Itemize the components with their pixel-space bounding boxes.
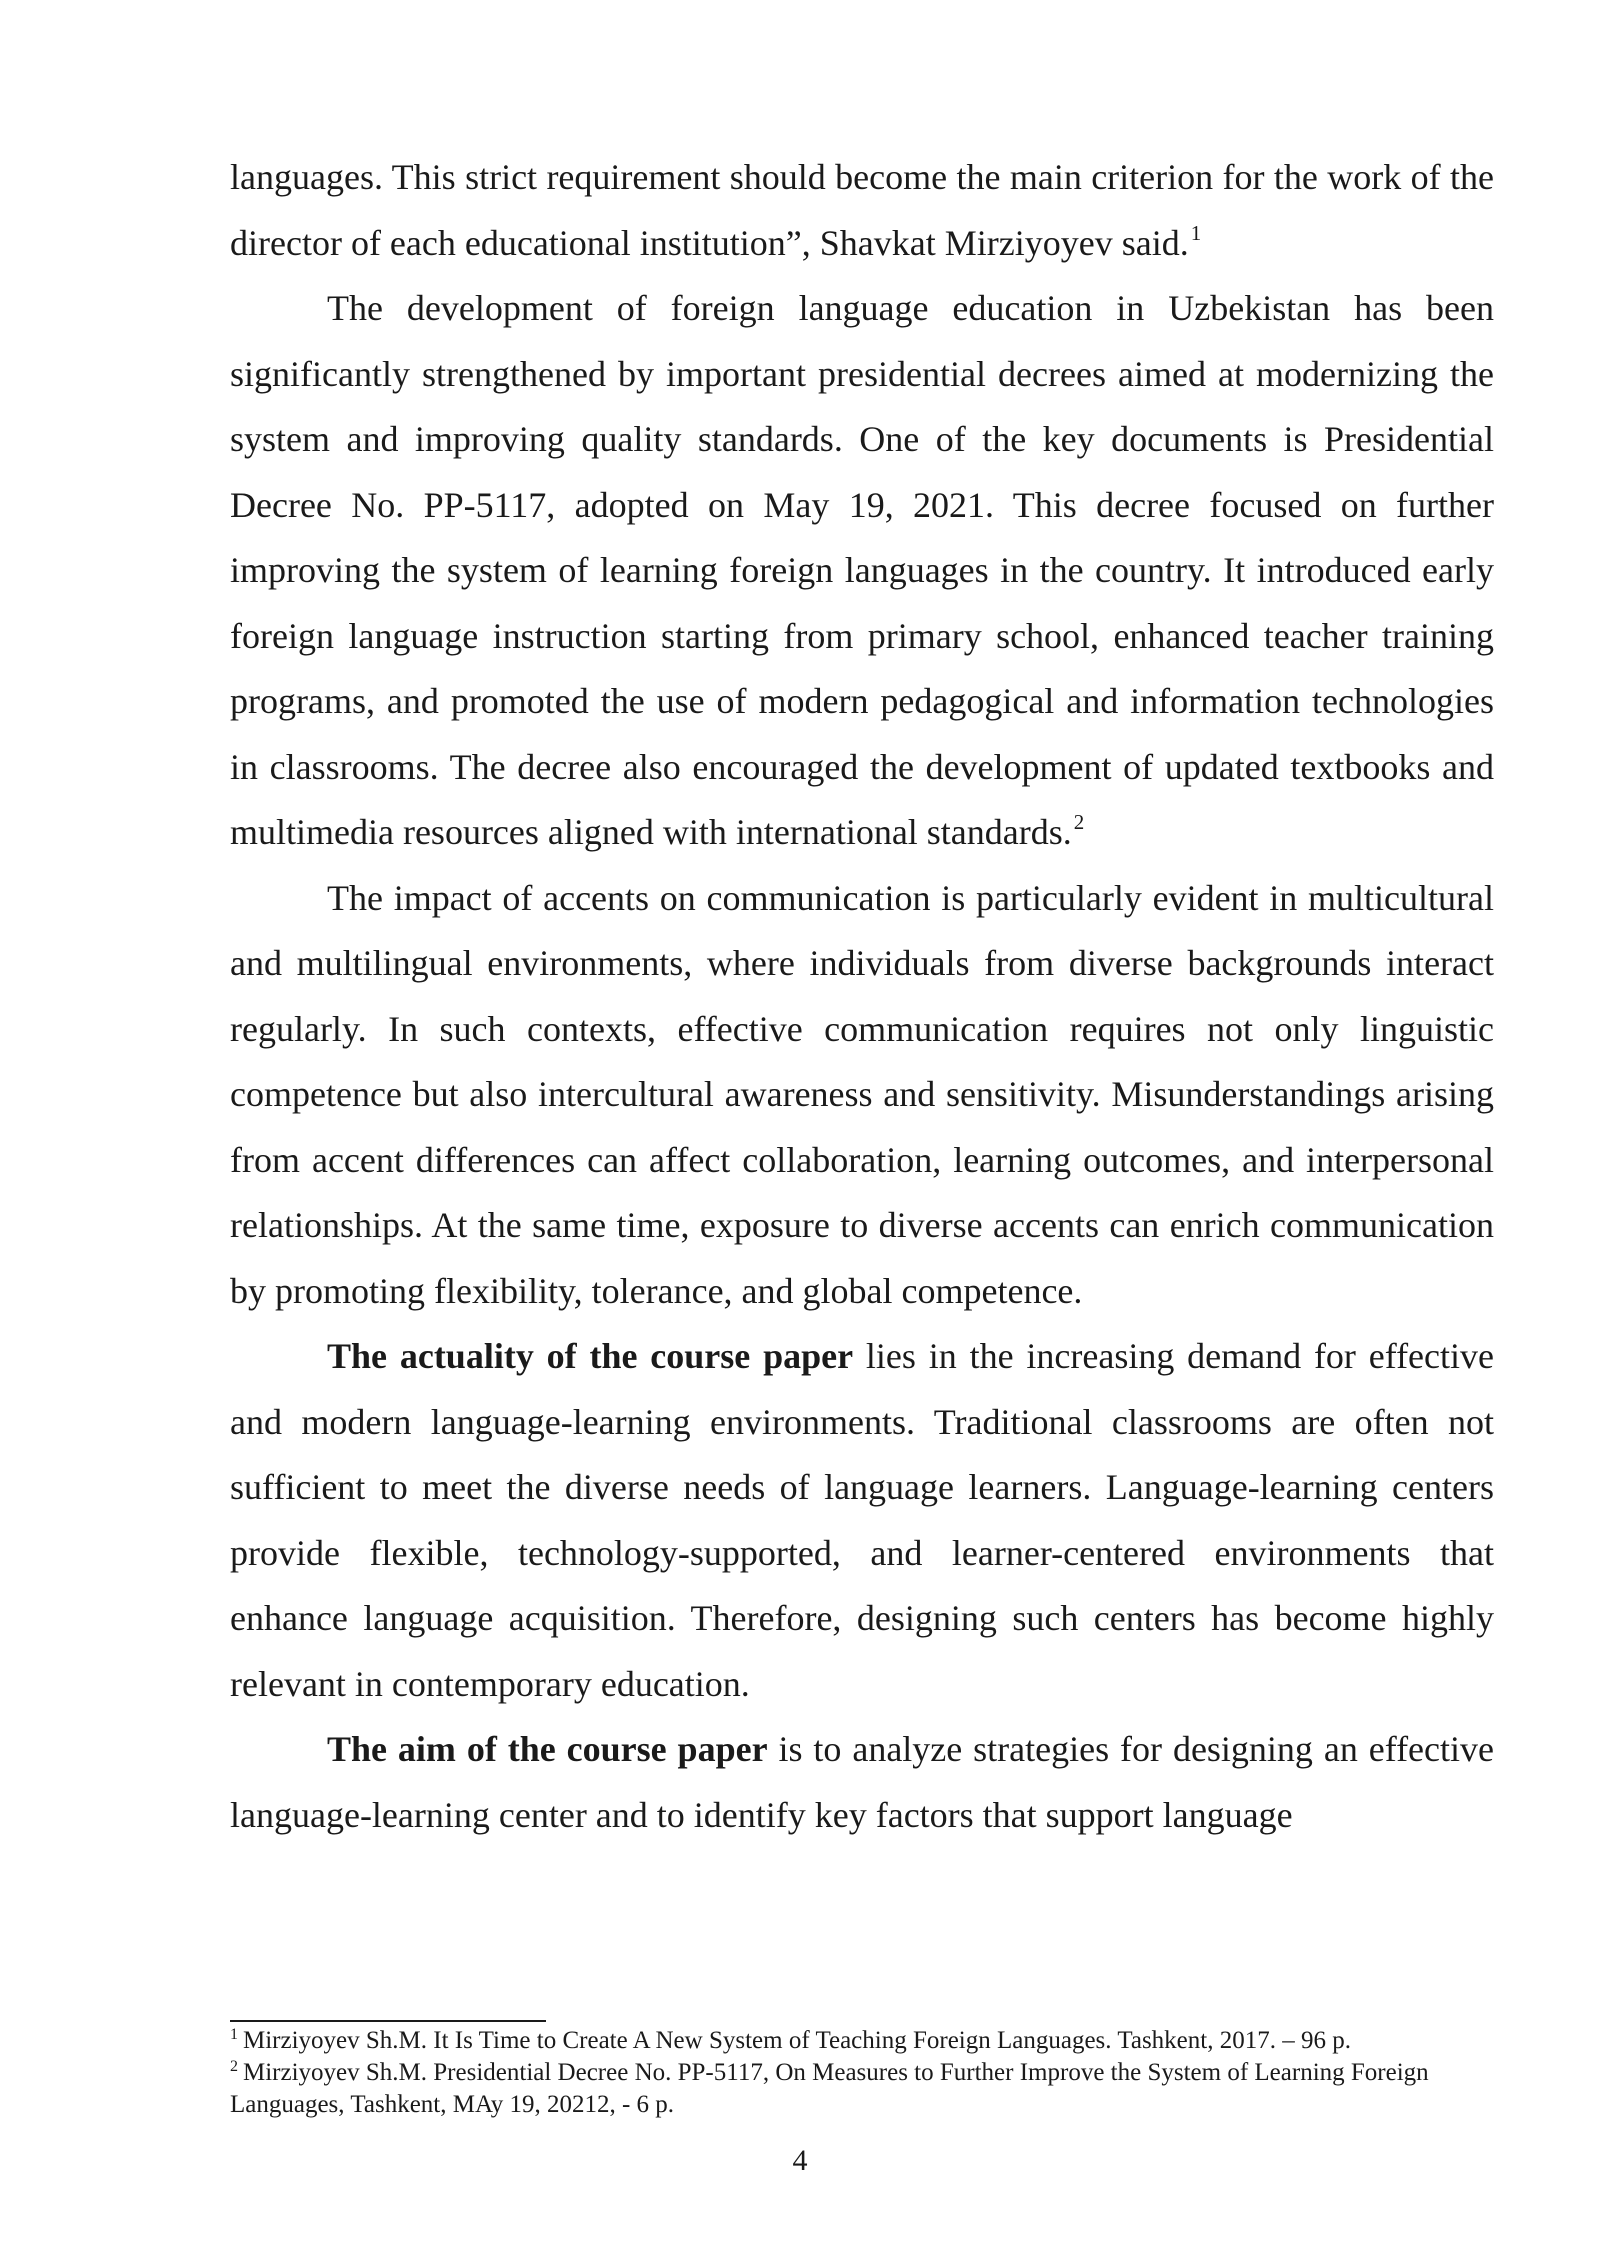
- paragraph-actuality: [230, 1324, 1494, 1717]
- footnotes: [230, 2025, 1494, 2121]
- footnote-item: [230, 2057, 1494, 2121]
- footnote-text: Mirziyoyev Sh.M. Presidential Decree No. PP-5117, On Measures to Further Improve the System of Learning Foreign Languages, Tashkent, MAy 19, 20212, - 6 p.: [230, 2059, 1429, 2118]
- footnote-separator: [230, 2020, 546, 2022]
- paragraph-accents-impact: [230, 866, 1494, 1325]
- paragraph-text: is to analyze strategies for designing an effective language-learning center and to identify key factors that support language: [230, 1729, 1494, 1835]
- paragraph-heading: The actuality of the course paper: [327, 1336, 854, 1376]
- footnote-reference[interactable]: 2: [1073, 810, 1085, 834]
- paragraph-continuation: [230, 145, 1494, 276]
- footnote-item: [230, 2025, 1494, 2057]
- footnote-text: Mirziyoyev Sh.M. It Is Time to Create A New System of Teaching Foreign Languages. Tashkent, 2017. – 96 p.: [243, 2027, 1351, 2054]
- page-number: 4: [792, 2144, 808, 2177]
- paragraph-text: lies in the increasing demand for effective and modern language-learning environments. Traditional classrooms are often not sufficient to meet the diverse needs of language learners. Language-learning centers provide flexible, technology-supported, and learner-centered environments that enhance language acquisition. Therefore, designing such centers has become highly relevant in contemporary education.: [230, 1336, 1495, 1704]
- paragraph-heading: The aim of the course paper: [327, 1729, 768, 1769]
- body-text: [230, 145, 1494, 1848]
- footnote-number: 1: [230, 2026, 238, 2043]
- paragraph-text: The impact of accents on communication is particularly evident in multicultural and multilingual environments, where individuals from diverse backgrounds interact regularly. In such contexts, effective communication requires not only linguistic competence but also intercultural awareness and sensitivity. Misunderstandings arising from accent differences can affect collaboration, learning outcomes, and interpersonal relationships. At the same time, exposure to diverse accents can enrich communication by promoting flexibility, tolerance, and global competence.: [230, 877, 1494, 1311]
- paragraph-text: The development of foreign language education in Uzbekistan has been significantly strengthened by important presidential decrees aimed at modernizing the system and improving quality standards. One of the key documents is Presidential Decree No. PP-5117, adopted on May 19, 2021. This decree focused on further improving the system of learning foreign languages in the country. It introduced early foreign language instruction starting from primary school, enhanced teacher training programs, and promoted the use of modern pedagogical and information technologies in classrooms. The decree also encouraged the development of updated textbooks and multimedia resources aligned with international standards.: [230, 288, 1494, 852]
- footnote-number: 2: [230, 2058, 238, 2075]
- paragraph-text: languages. This strict requirement should become the main criterion for the work of the director of each educational institution”, Shavkat Mirziyoyev said.: [230, 157, 1494, 263]
- footnote-reference[interactable]: 1: [1190, 220, 1202, 245]
- paragraph-presidential-decree: [230, 276, 1494, 866]
- paragraph-aim: [230, 1717, 1494, 1848]
